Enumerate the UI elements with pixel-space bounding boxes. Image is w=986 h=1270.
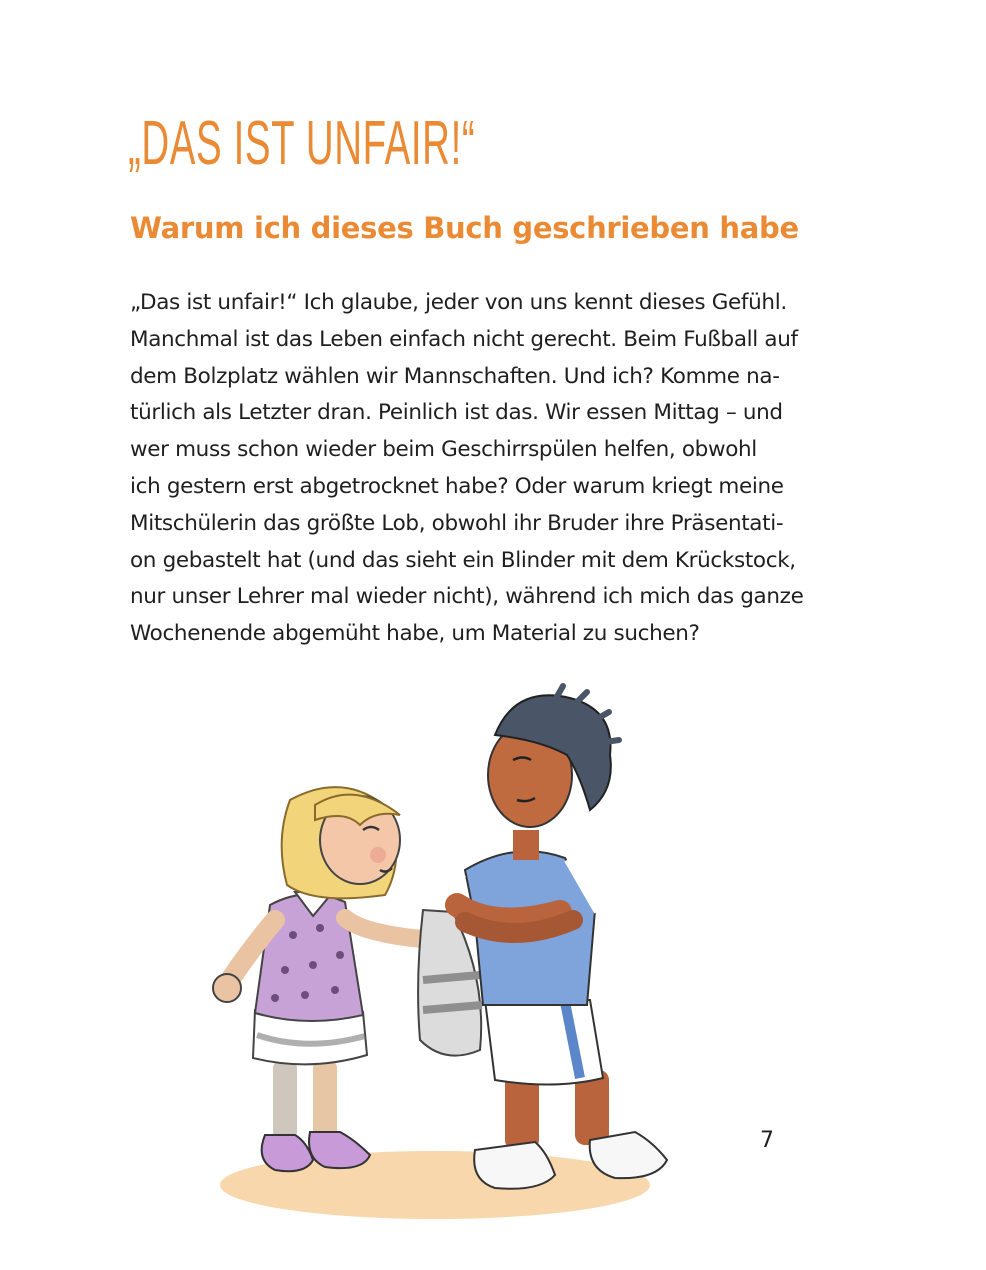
- body-line: ich gestern erst abgetrocknet habe? Oder warum kriegt meine: [130, 473, 784, 499]
- body-line: on gebastelt hat (und das sieht ein Blinder mit dem Krückstock,: [130, 547, 796, 573]
- body-line: dem Bolzplatz wählen wir Mannschaften. Und ich? Komme na-: [130, 363, 780, 389]
- illustration-two-children: [195, 680, 695, 1225]
- girl-figure: [213, 787, 482, 1171]
- body-paragraph: [130, 285, 804, 653]
- body-line: Mitschülerin das größte Lob, obwohl ihr Bruder ihre Präsentati-: [130, 510, 784, 536]
- chapter-subtitle: Warum ich dieses Buch geschrieben habe: [130, 211, 799, 245]
- body-line: wer muss schon wieder beim Geschirrspülen helfen, obwohl: [130, 437, 757, 463]
- body-line: „Das ist unfair!“ Ich glaube, jeder von uns kennt dieses Gefühl.: [130, 290, 787, 315]
- boy-figure: [453, 686, 667, 1189]
- page-number: 7: [760, 1128, 774, 1153]
- chapter-title: „DAS IST UNFAIR!“: [128, 109, 476, 178]
- body-line: nur unser Lehrer mal wieder nicht), während ich mich das ganze: [130, 584, 804, 610]
- body-line: türlich als Letzter dran. Peinlich ist das. Wir essen Mittag – und: [130, 400, 783, 426]
- body-line: Manchmal ist das Leben einfach nicht gerecht. Beim Fußball auf: [130, 326, 798, 352]
- body-line: Wochenende abgemüht habe, um Material zu suchen?: [130, 621, 700, 647]
